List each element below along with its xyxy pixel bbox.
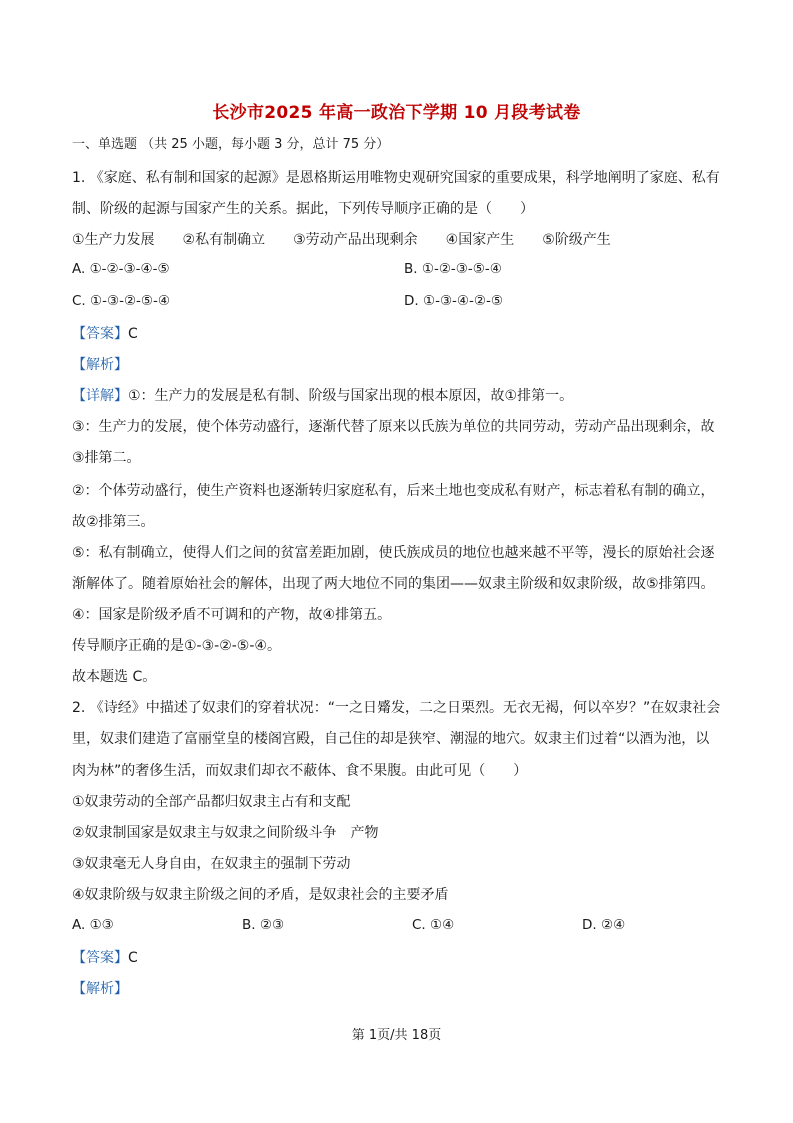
q2-item-4: ④奴隶阶级与奴隶主阶级之间的矛盾，是奴隶社会的主要矛盾 bbox=[72, 887, 449, 903]
q1-detail-line-6: ⑤：私有制确立，使得人们之间的贫富差距加剧，使氏族成员的地位也越来越不平等，漫长的原始社会逐 bbox=[72, 545, 715, 561]
q2-item-3: ③奴隶毫无人身自由，在奴隶主的强制下劳动 bbox=[72, 856, 351, 872]
analysis-label: 【解析】 bbox=[72, 981, 128, 997]
q1-detail-line-5: 故②排第三。 bbox=[72, 514, 155, 530]
q2-analysis-label bbox=[72, 979, 732, 999]
answer-value: C bbox=[128, 950, 138, 966]
page-footer: 第 1页/共 18页 bbox=[351, 1028, 442, 1043]
q2-answer bbox=[72, 948, 732, 968]
answer-value: C bbox=[128, 326, 138, 342]
page-title: 长沙市2025 年高一政治下学期 10 月段考试卷 bbox=[212, 103, 581, 123]
q2-stem-line-2: 里，奴隶们建造了富丽堂皇的楼阁宫殿，自己住的却是狭窄、潮湿的地穴。奴隶主们过着“以酒为池，以 bbox=[72, 731, 710, 747]
answer-label: 【答案】 bbox=[72, 326, 128, 342]
analysis-label: 【解析】 bbox=[72, 357, 128, 373]
q1-items: ①生产力发展 ②私有制确立 ③劳动产品出现剩余 ④国家产生 ⑤阶级产生 bbox=[72, 232, 611, 248]
q1-option-a: A. ①-②-③-④-⑤ bbox=[72, 261, 170, 277]
q2-option-b: B. ②③ bbox=[242, 917, 285, 933]
q2-option-c: C. ①④ bbox=[412, 917, 455, 933]
q2-item-2: ②奴隶制国家是奴隶主与奴隶之间阶级斗争 产物 bbox=[72, 825, 379, 841]
q2-option-d: D. ②④ bbox=[582, 917, 626, 933]
q2-option-a: A. ①③ bbox=[72, 917, 114, 933]
q1-detail-line-3: ③排第二。 bbox=[72, 450, 141, 466]
answer-label: 【答案】 bbox=[72, 950, 128, 966]
q1-answer bbox=[72, 324, 732, 344]
q1-detail-line-7: 渐解体了。随着原始社会的解体，出现了两大地位不同的集团——奴隶主阶级和奴隶阶级，故⑤排第四。 bbox=[72, 576, 715, 592]
q1-detail-line-9: 传导顺序正确的是①-③-②-⑤-④。 bbox=[72, 638, 281, 654]
section-header: 一、单选题 （共 25 小题，每小题 3 分，总计 75 分） bbox=[72, 137, 390, 152]
detail-label: 【详解】 bbox=[72, 388, 128, 404]
q2-stem-line-1: 2. 《诗经》中描述了奴隶们的穿着状况：“一之日觱发，二之日栗烈。无衣无褐，何以卒岁？”在奴隶社会 bbox=[72, 700, 721, 716]
q1-detail-line-4: ②：个体劳动盛行，使生产资料也逐渐转归家庭私有，后来土地也变成私有财产，标志着私有制的确立， bbox=[72, 483, 715, 499]
detail-text: ①：生产力的发展是私有制、阶级与国家出现的根本原因，故①排第一。 bbox=[128, 388, 574, 404]
q1-detail-line-1 bbox=[72, 386, 732, 406]
q1-option-c: C. ①-③-②-⑤-④ bbox=[72, 293, 171, 309]
q1-analysis-label bbox=[72, 355, 732, 375]
q1-option-b: B. ①-②-③-⑤-④ bbox=[404, 261, 502, 277]
q1-detail-line-8: ④：国家是阶级矛盾不可调和的产物，故④排第五。 bbox=[72, 607, 392, 623]
q1-conclusion: 故本题选 C。 bbox=[72, 669, 157, 685]
q2-item-1: ①奴隶劳动的全部产品都归奴隶主占有和支配 bbox=[72, 794, 351, 810]
q2-stem-line-3: 肉为林”的奢侈生活，而奴隶们却衣不蔽体、食不果腹。由此可见（ ） bbox=[72, 763, 528, 779]
q1-option-d: D. ①-③-④-②-⑤ bbox=[404, 293, 503, 309]
q1-stem-line-2: 制、阶级的起源与国家产生的关系。据此，下列传导顺序正确的是（ ） bbox=[72, 201, 534, 217]
q1-detail-line-2: ③：生产力的发展，使个体劳动盛行，逐渐代替了原来以氏族为单位的共同劳动，劳动产品出现剩余，故 bbox=[72, 419, 715, 435]
q1-stem-line-1: 1. 《家庭、私有制和国家的起源》是恩格斯运用唯物史观研究国家的重要成果，科学地阐明了家庭、私有 bbox=[72, 170, 720, 186]
